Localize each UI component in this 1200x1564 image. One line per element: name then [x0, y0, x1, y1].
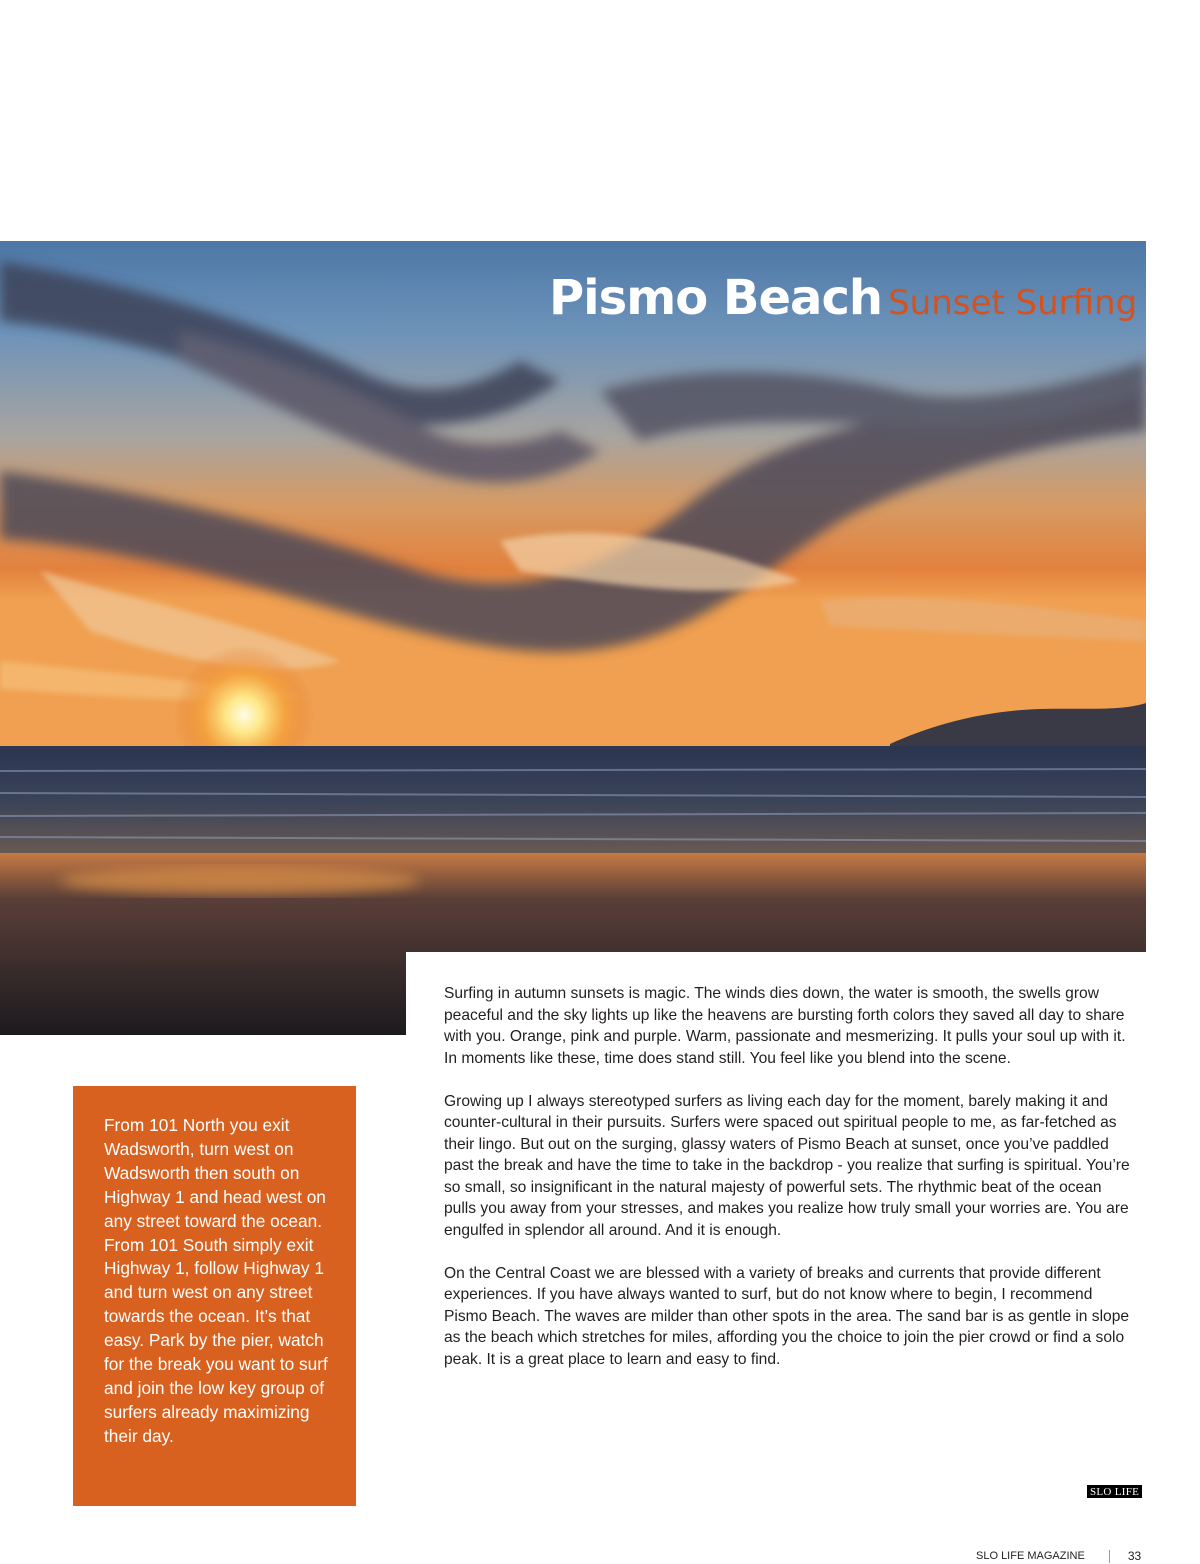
sunset-beach-photo — [0, 241, 1146, 1035]
page-footer — [976, 1548, 1141, 1564]
slo-life-logo: SLO LIFE — [1087, 1485, 1142, 1498]
article-paragraph: Surfing in autumn sunsets is magic. The winds dies down, the water is smooth, the swells grow peaceful and the sky lights up like the heavens are bursting forth colors they saved all day to share with you. Orange, pink and purple. Warm, passionate and mesmerizing. It pulls your soul up with it. In moments like these, time does stand still. You feel like you blend into the scene. — [444, 985, 1126, 1067]
directions-text: From 101 North you exit Wadsworth, turn west on Wadsworth then south on Highway 1 and head west on any street toward the ocean. From 101 South simply exit Highway 1, follow Highway 1 and turn west on any street towards the ocean. It’s that easy. Park by the pier, watch for the break you want to surf and join the low key group of surfers already maximizing their day. — [104, 1115, 328, 1446]
footer-divider — [1109, 1550, 1110, 1563]
article-paragraph: Growing up I always stereotyped surfers as living each day for the moment, barely making it and counter-cultural in their pursuits. Surfers were spaced out spiritual people to me, as far-fetched as their lingo. But out on the surging, glassy waters of Pismo Beach at sunset, once you’ve paddled past the break and have the time to take in the backdrop - you realize that surfing is spiritual. You’re so small, so insignificant in the natural majesty of powerful sets. The rhythmic beat of the ocean pulls you away from your stresses, and makes you realize how truly small your worries are. You are engulfed in splendor all around. And it is enough. — [444, 1092, 1130, 1239]
title-subtitle: Sunset Surfing — [888, 283, 1138, 323]
article-body — [444, 983, 1134, 1392]
magazine-name: SLO LIFE MAGAZINE — [976, 1550, 1085, 1562]
page-title — [549, 270, 1137, 326]
page-number: 33 — [1127, 1549, 1142, 1563]
article-paragraph: On the Central Coast we are blessed with a variety of breaks and currents that provide different experiences. If you have always wanted to surf, but do not know where to begin, I recommend Pismo Beach. The waves are milder than other spots in the area. The sand bar is as gentle in slope as the beach which stretches for miles, affording you the choice to join the pier crowd or find a solo peak. It is a great place to learn and easy to find. — [444, 1264, 1130, 1368]
title-main: Pismo Beach — [549, 270, 883, 326]
directions-sidebar — [73, 1086, 356, 1506]
